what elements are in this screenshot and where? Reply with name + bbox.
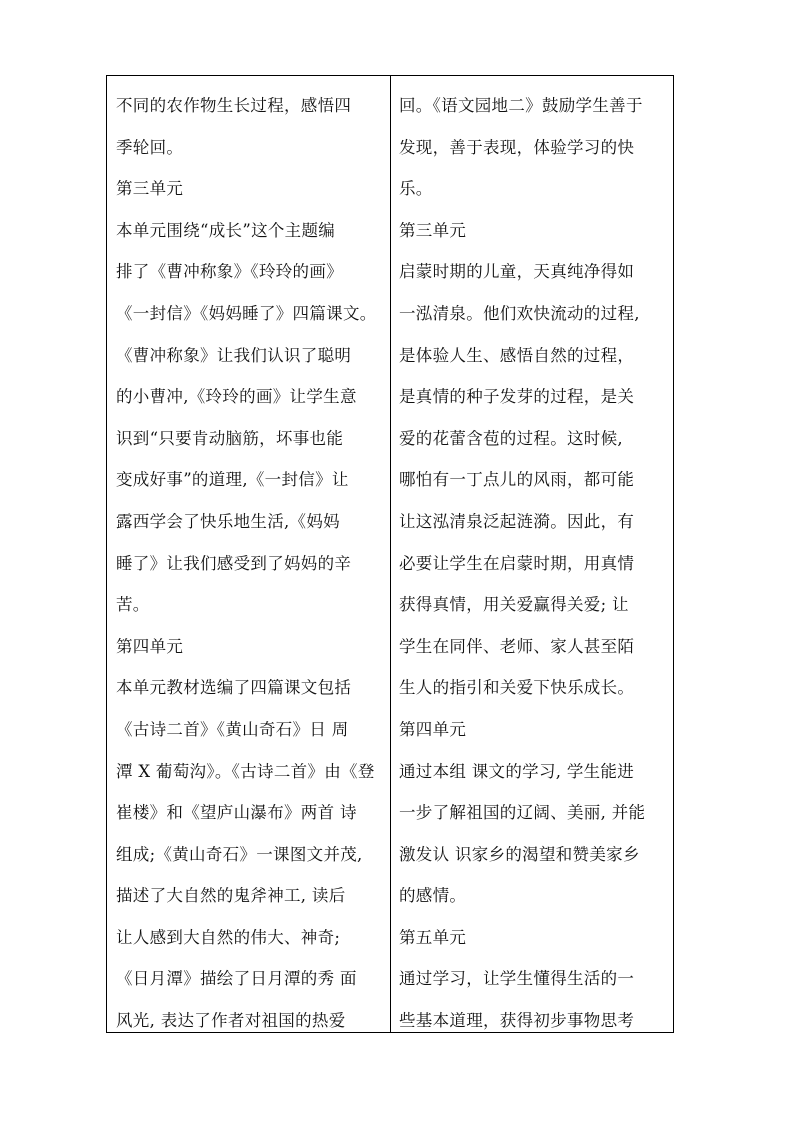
right-line: 学生在同伴、老师、家人甚至陌 bbox=[399, 636, 635, 656]
left-line: 潭 X 葡萄沟》。《古诗二首》由《登 bbox=[116, 761, 375, 781]
left-line: 睡了》让我们感受到了妈妈的辛 bbox=[116, 553, 352, 573]
right-line: 乐。 bbox=[399, 179, 433, 199]
right-line: 激发认 识家乡的渴望和赞美家乡 bbox=[399, 844, 640, 864]
right-line: 些基本道理，获得初步事物思考 bbox=[399, 1011, 635, 1031]
right-line: 生人的指引和关爱下快乐成长。 bbox=[399, 678, 635, 698]
left-line: 《一封信》《妈妈睡了》四篇课文。 bbox=[116, 303, 377, 323]
right-line: 是真情的种子发芽的过程，是关 bbox=[399, 387, 635, 407]
right-section-heading: 第四单元 bbox=[399, 719, 467, 739]
right-line: 一泓清泉。他们欢快流动的过程, bbox=[399, 303, 640, 323]
left-line: 不同的农作物生长过程，感悟四 bbox=[116, 96, 352, 115]
left-line: 风光, 表达了作者对祖国的热爱 bbox=[116, 1011, 346, 1031]
right-line: 让这泓清泉泛起涟漪。因此，有 bbox=[399, 511, 635, 531]
right-line: 获得真情，用关爱赢得关爱; 让 bbox=[399, 595, 629, 615]
left-column bbox=[107, 76, 391, 1032]
right-line: 启蒙时期的儿童，天真纯净得如 bbox=[399, 262, 635, 282]
right-section-heading: 第三单元 bbox=[399, 220, 467, 240]
right-line: 爱的花蕾含苞的过程。这时候, bbox=[399, 428, 623, 448]
left-line: 《日月潭》描绘了日月潭的秀 面 bbox=[116, 969, 357, 989]
left-line: 季轮回。 bbox=[116, 137, 184, 157]
right-section-heading: 第五单元 bbox=[399, 927, 467, 947]
left-line: 本单元教材选编了四篇课文包括 bbox=[116, 678, 352, 698]
right-line: 通过本组 课文的学习, 学生能进 bbox=[399, 761, 635, 781]
left-section-heading: 第三单元 bbox=[116, 179, 184, 199]
right-column bbox=[391, 76, 673, 1032]
right-line: 的感情。 bbox=[399, 886, 467, 906]
left-line: 识到“只要肯动脑筋，坏事也能 bbox=[116, 428, 344, 448]
right-line: 回。《语文园地二》鼓励学生善于 bbox=[399, 96, 643, 115]
right-line: 发现，善于表现，体验学习的快 bbox=[399, 137, 635, 157]
left-section-heading: 第四单元 bbox=[116, 636, 184, 656]
right-line: 是体验人生、感悟自然的过程， bbox=[399, 345, 635, 365]
left-line: 《古诗二首》《黄山奇石》日 周 bbox=[116, 719, 349, 739]
left-line: 苦。 bbox=[116, 595, 150, 615]
left-line: 崔楼》和《望庐山瀑布》两首 诗 bbox=[116, 803, 357, 823]
content-table bbox=[106, 75, 674, 1033]
left-line: 的小曹冲,《玲玲的画》让学生意 bbox=[116, 387, 357, 407]
left-line: 《曹冲称象》让我们认识了聪明 bbox=[116, 345, 352, 365]
right-line: 哪怕有一丁点儿的风雨，都可能 bbox=[399, 470, 635, 490]
right-line: 通过学习，让学生懂得生活的一 bbox=[399, 969, 635, 989]
left-line: 变成好事”的道理,《一封信》让 bbox=[116, 470, 349, 490]
left-line: 排了《曹冲称象》《玲玲的画》 bbox=[116, 262, 343, 282]
right-line: 必要让学生在启蒙时期，用真情 bbox=[399, 553, 635, 573]
left-line: 本单元围绕“成长”这个主题编 bbox=[116, 220, 336, 240]
right-line: 一步了解祖国的辽阔、美丽, 并能 bbox=[399, 803, 646, 823]
left-line: 组成;《黄山奇石》一课图文并茂, bbox=[116, 844, 363, 864]
left-line: 描述了大自然的鬼斧神工, 读后 bbox=[116, 886, 346, 906]
left-line: 露西学会了快乐地生活,《妈妈 bbox=[116, 511, 340, 531]
left-line: 让人感到大自然的伟大、神奇; bbox=[116, 927, 341, 947]
